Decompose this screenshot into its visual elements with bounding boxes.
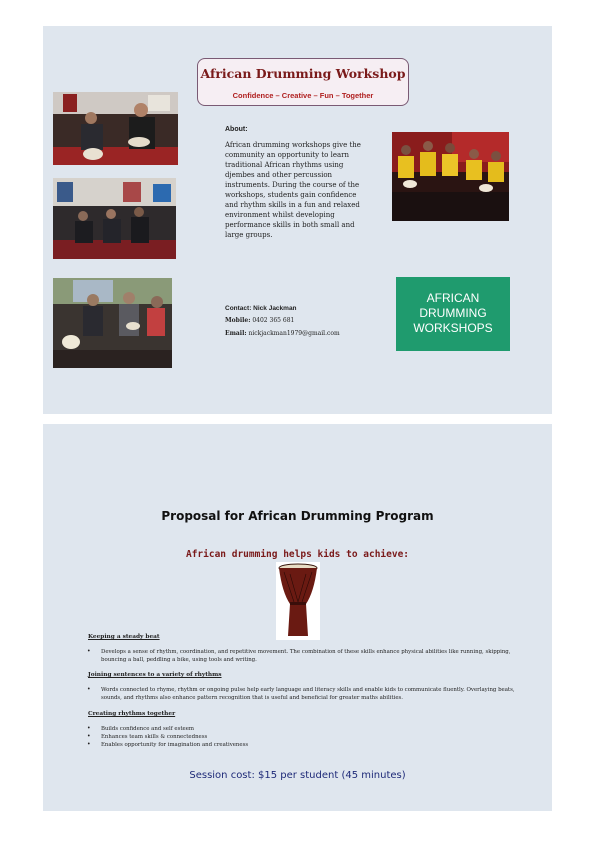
proposal-page (43, 424, 552, 811)
flyer-title: African Drumming Workshop (200, 66, 406, 81)
about-heading: About: (225, 126, 248, 133)
contact-heading: Contact: Nick Jackman (225, 305, 297, 312)
about-section (225, 125, 365, 240)
contact-section (225, 305, 340, 343)
email-label: Email: (225, 330, 247, 337)
section-bullets (87, 648, 537, 664)
list-item: • Enables opportunity for imagination and creativeness (87, 741, 537, 749)
section-heading: Creating rhythms together (88, 711, 176, 717)
photo-library-drumming (53, 178, 176, 259)
section-bullets (87, 725, 537, 749)
flyer-title-box (197, 58, 409, 106)
djembe-drum-image (276, 562, 320, 640)
session-cost: Session cost: $15 per student (45 minutes) (189, 770, 406, 781)
section-bullets (87, 686, 537, 702)
mobile-value: 0402 365 681 (252, 317, 295, 324)
list-item: • Develops a sense of rhythm, coordination, and repetitive movement. The combination of these skills enhance physical abilities like running, skipping, bouncing a ball, peddling a bike, using tools and writing. (87, 648, 537, 664)
list-item: • Enhances team skills & connectedness (87, 733, 537, 741)
email-value: nickjackman1979@gmail.com (248, 330, 340, 337)
photo-classroom-drumming (53, 92, 178, 165)
about-text: African drumming workshops give the community an opportunity to learn traditional African rhythms using djembes and other percussion instruments. During the course of the workshops, students gain confidence and rhythm skills in a fun and relaxed environment whilst developing performance skills in both small and large groups. (225, 141, 361, 239)
mobile-label: Mobile: (225, 317, 251, 324)
mobile-row (225, 317, 340, 325)
proposal-title: Proposal for African Drumming Program (161, 509, 434, 523)
section-heading: Keeping a steady beat (88, 634, 160, 640)
african-drumming-logo: AFRICAN DRUMMING WORKSHOPS (396, 277, 510, 351)
section-heading: Joining sentences to a variety of rhythms (88, 672, 222, 678)
list-item: • Words connected to rhyme, rhythm or ongoing pulse help early language and literacy skills and enable kids to communicate fluently. Overlaying beats, sounds, and rhythms also enhance pattern recognition that is useful and beneficial for greater maths abilities. (87, 686, 537, 702)
flyer-tagline: Confidence – Creative – Fun – Together (232, 91, 374, 100)
photo-students-yellow-shirts (392, 132, 509, 221)
flyer-page (43, 26, 552, 414)
photo-drum-circle (53, 278, 172, 368)
list-item: • Builds confidence and self esteem (87, 725, 537, 733)
proposal-subtitle: African drumming helps kids to achieve: (185, 549, 410, 560)
email-row (225, 330, 340, 338)
